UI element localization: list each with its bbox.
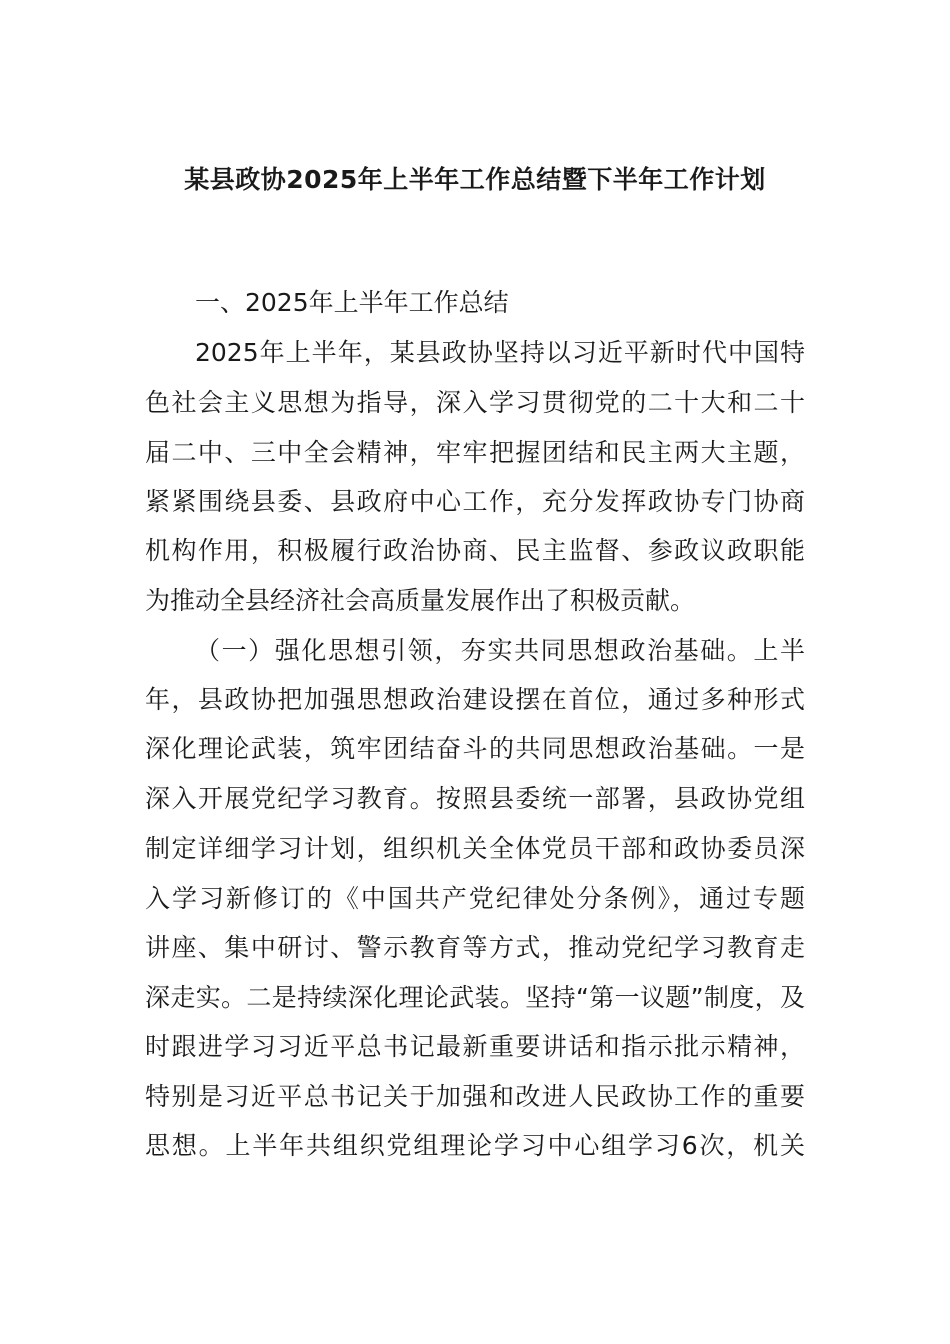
paragraph-line: 讲座、集中研讨、警示教育等方式，推动党纪学习教育走 (145, 933, 805, 962)
paragraph-line: 2025年上半年，某县政协坚持以习近平新时代中国特 (195, 338, 805, 367)
paragraph-line: 紧紧围绕县委、县政府中心工作，充分发挥政协专门协商 (145, 487, 805, 516)
paragraph-line: 入学习新修订的《中国共产党纪律处分条例》，通过专题 (145, 884, 805, 913)
paragraph-line: 深化理论武装，筑牢团结奋斗的共同思想政治基础。一是 (145, 734, 805, 763)
paragraph-line: 深走实。二是持续深化理论武装。坚持“第一议题”制度，及 (145, 983, 805, 1012)
section-heading: 一、2025年上半年工作总结 (195, 288, 509, 317)
paragraph-line: 年，县政协把加强思想政治建设摆在首位，通过多种形式 (145, 685, 805, 714)
paragraph-line: 制定详细学习计划，组织机关全体党员干部和政协委员深 (145, 834, 805, 863)
paragraph-line: 届二中、三中全会精神，牢牢把握团结和民主两大主题， (145, 438, 805, 467)
subsection-line: （一）强化思想引领，夯实共同思想政治基础。上半 (195, 636, 805, 665)
paragraph-line: 思想。上半年共组织党组理论学习中心组学习6次，机关 (145, 1131, 805, 1160)
paragraph-line: 色社会主义思想为指导，深入学习贯彻党的二十大和二十 (145, 388, 805, 417)
paragraph-line: 为推动全县经济社会高质量发展作出了积极贡献。 (145, 586, 696, 615)
paragraph-line: 特别是习近平总书记关于加强和改进人民政协工作的重要 (145, 1082, 805, 1111)
paragraph-line: 机构作用，积极履行政治协商、民主监督、参政议政职能 (145, 536, 805, 565)
document-title: 某县政协2025年上半年工作总结暨下半年工作计划 (184, 165, 766, 194)
paragraph-line: 深入开展党纪学习教育。按照县委统一部署，县政协党组 (145, 784, 805, 813)
paragraph-line: 时跟进学习习近平总书记最新重要讲话和指示批示精神， (145, 1032, 805, 1061)
